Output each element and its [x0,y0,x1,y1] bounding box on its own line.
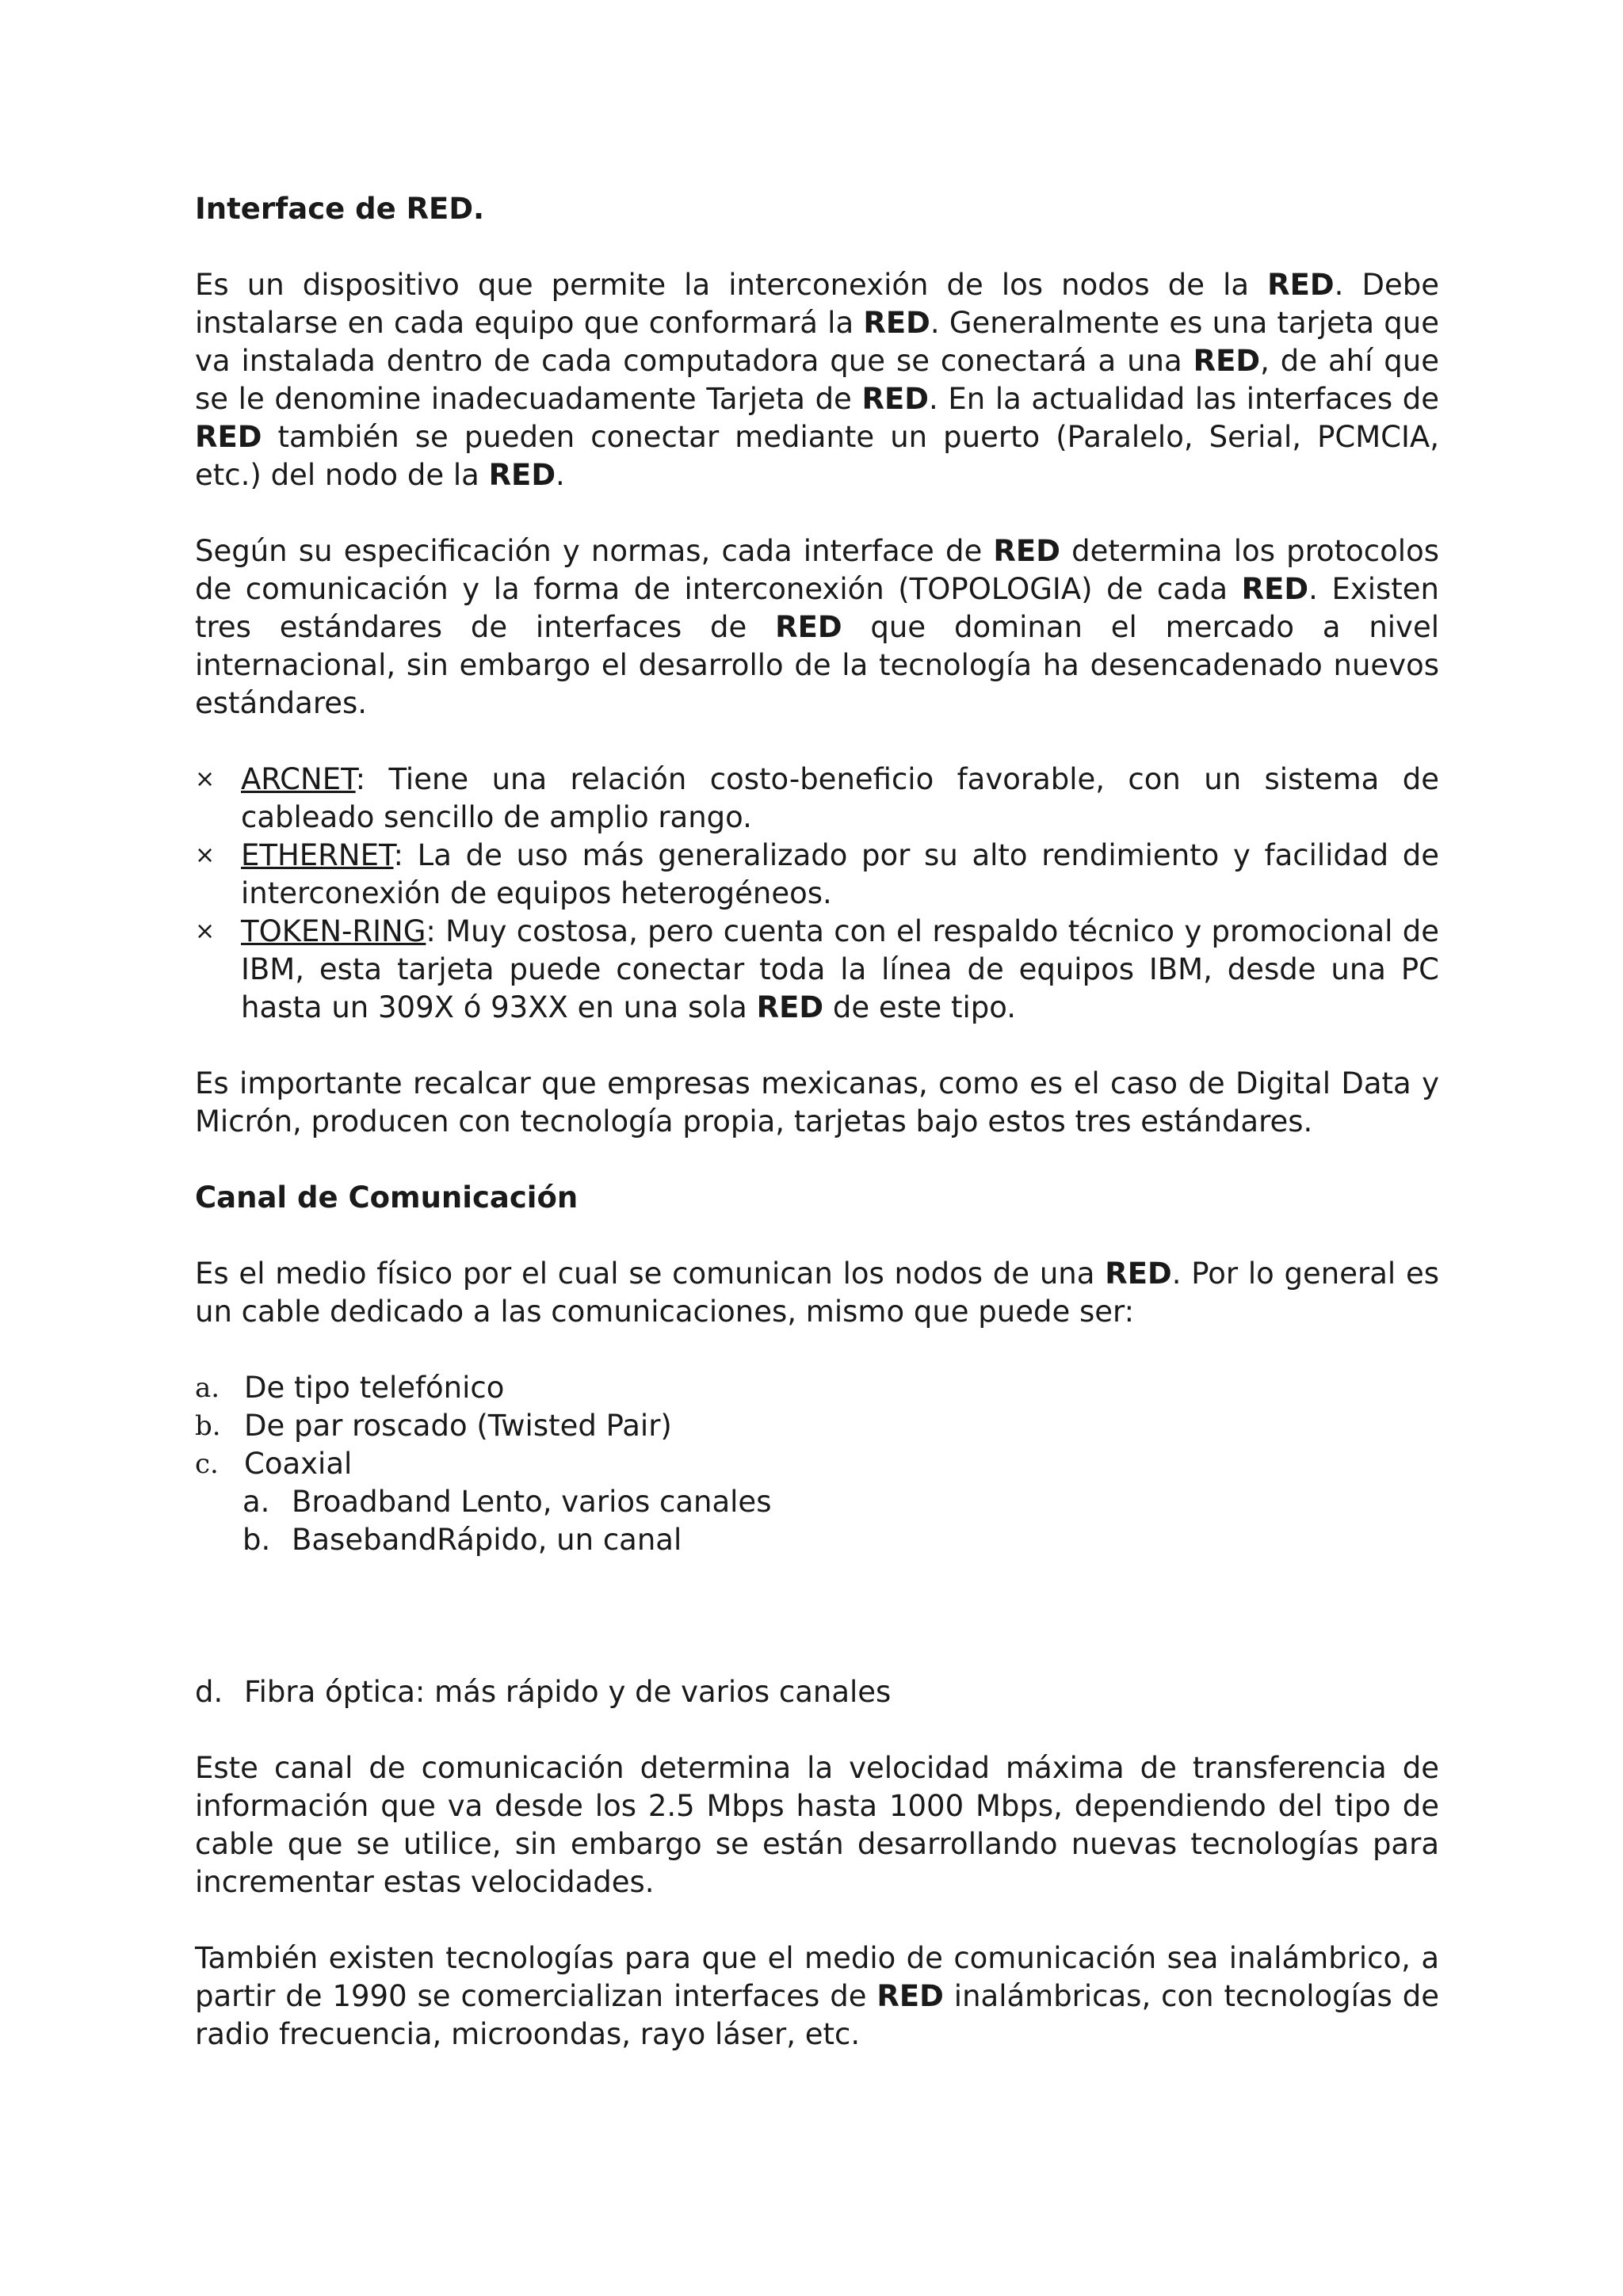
bold-term: RED [1105,1257,1172,1291]
cross-bullet-icon: × [195,917,216,945]
text-run: también se pueden conectar mediante un puerto (Paralelo, Serial, PCMCIA, etc.) del nodo de la [195,420,1439,492]
text-run: inalámbricas, con tecnologías de radio frecuencia, microondas, rayo láser, etc. [195,1979,1439,2051]
list-item-text: BasebandRápido, un canal [292,1523,682,1557]
bold-term: RED [488,458,556,492]
spacer [195,1559,1439,1673]
spacer [195,1027,1439,1065]
list-item [195,837,1439,913]
heading-interface-de-red: Interface de RED. [195,192,485,226]
cable-type-list [195,1369,1439,1483]
spacer [195,228,1439,266]
list-letter: b. [242,1523,271,1557]
paragraph-speed: Este canal de comunicación determina la velocidad máxima de transferencia de información que va desde los 2.5 Mbps hasta 1000 Mbps, dependiendo del tipo de cable que se utilice, sin embargo se están desarrollando nuevas tecnologías para incrementar estas velocidades. [195,1751,1439,1899]
list-letter: c. [195,1448,219,1480]
list-letter: b. [195,1410,221,1442]
list-item [195,913,1439,1027]
list-item-text: Broadband Lento, varios canales [292,1485,772,1519]
paragraph-mexican-companies: Es importante recalcar que empresas mexicanas, como es el caso de Digital Data y Micrón, producen con tecnología propia, tarjetas bajo estos tres estándares. [195,1066,1439,1138]
text-run: También existen tecnologías para que el medio de comunicación sea inalámbrico, a partir de 1990 se comercializan interfaces de [195,1941,1439,2013]
term-ethernet: ETHERNET [241,838,394,872]
list-item-text: Coaxial [244,1447,353,1481]
cross-bullet-icon: × [195,841,216,869]
coaxial-sublist [195,1483,1439,1559]
bold-term: RED [1267,268,1335,302]
list-item [195,1521,1439,1559]
heading-canal-de-comunicacion: Canal de Comunicación [195,1180,579,1215]
bold-term: RED [756,990,824,1024]
text-run: que dominan el mercado a nivel internacional, sin embargo el desarrollo de la tecnología ha desencadenado nuevos estándares. [195,610,1439,720]
paragraph-wireless [195,1939,1439,2054]
bold-term: RED [195,420,262,454]
list-letter: a. [242,1485,270,1519]
term-token-ring: TOKEN-RING [241,914,426,948]
list-item [195,1445,1439,1483]
list-item-text: De tipo telefónico [244,1371,505,1405]
standards-bullet-list [195,761,1439,1027]
paragraph-channel-definition [195,1255,1439,1331]
text-run: determina los protocolos de comunicación y la forma de interconexión (TOPOLOGIA) de cada [195,534,1439,606]
spacer [195,1217,1439,1255]
text-run: Es el medio físico por el cual se comunican los nodos de una [195,1257,1106,1291]
text-run: . Por lo general es un cable dedicado a las comunicaciones, mismo que puede ser: [195,1257,1439,1329]
text-run: . Generalmente es una tarjeta que va instalada dentro de cada computadora que se conectará a una [195,306,1440,378]
bold-term: RED [775,610,842,644]
cross-bullet-icon: × [195,765,216,793]
spacer [195,1901,1439,1939]
spacer [195,723,1439,761]
text-run: . [556,458,565,492]
list-item [195,1369,1439,1407]
list-item [195,1483,1439,1521]
term-arcnet: ARCNET [241,762,356,796]
bold-term: RED [993,534,1060,568]
spacer [195,494,1439,532]
bold-term: RED [876,1979,944,2013]
list-item-fiber [195,1673,1439,1711]
text-run: Según su especificación y normas, cada interface de [195,534,994,568]
list-item [195,761,1439,837]
bold-term: RED [1241,572,1309,606]
spacer [195,1331,1439,1369]
paragraph-standards [195,532,1439,723]
list-letter: d. [195,1675,223,1709]
list-letter: a. [195,1372,220,1404]
bold-term: RED [863,306,930,340]
spacer [195,1141,1439,1179]
text-run: Es un dispositivo que permite la interconexión de los nodos de la [195,268,1268,302]
paragraph-interface-definition [195,266,1439,494]
document-page [195,190,1439,2054]
text-run: : Tiene una relación costo-beneficio favorable, con un sistema de cableado sencillo de amplio rango. [241,762,1439,834]
text-run: . Debe instalarse en cada equipo que conformará la [195,268,1440,340]
text-run: de este tipo. [823,990,1016,1024]
bold-term: RED [861,382,929,416]
text-run: : Muy costosa, pero cuenta con el respaldo técnico y promocional de IBM, esta tarjeta puede conectar toda la línea de equipos IBM, desde una PC hasta un 309X ó 93XX en una sola [241,914,1439,1024]
list-item [195,1407,1439,1445]
text-run: , de ahí que se le denomine inadecuadamente Tarjeta de [195,344,1440,416]
list-item-text: De par roscado (Twisted Pair) [244,1409,672,1443]
text-run: . En la actualidad las interfaces de [928,382,1439,416]
bold-term: RED [1193,344,1261,378]
spacer [195,1711,1439,1749]
text-run: . Existen tres estándares de interfaces de [195,572,1439,644]
list-item-text: Fibra óptica: más rápido y de varios canales [244,1675,892,1709]
text-run: : La de uso más generalizado por su alto rendimiento y facilidad de interconexión de equipos heterogéneos. [241,838,1439,910]
